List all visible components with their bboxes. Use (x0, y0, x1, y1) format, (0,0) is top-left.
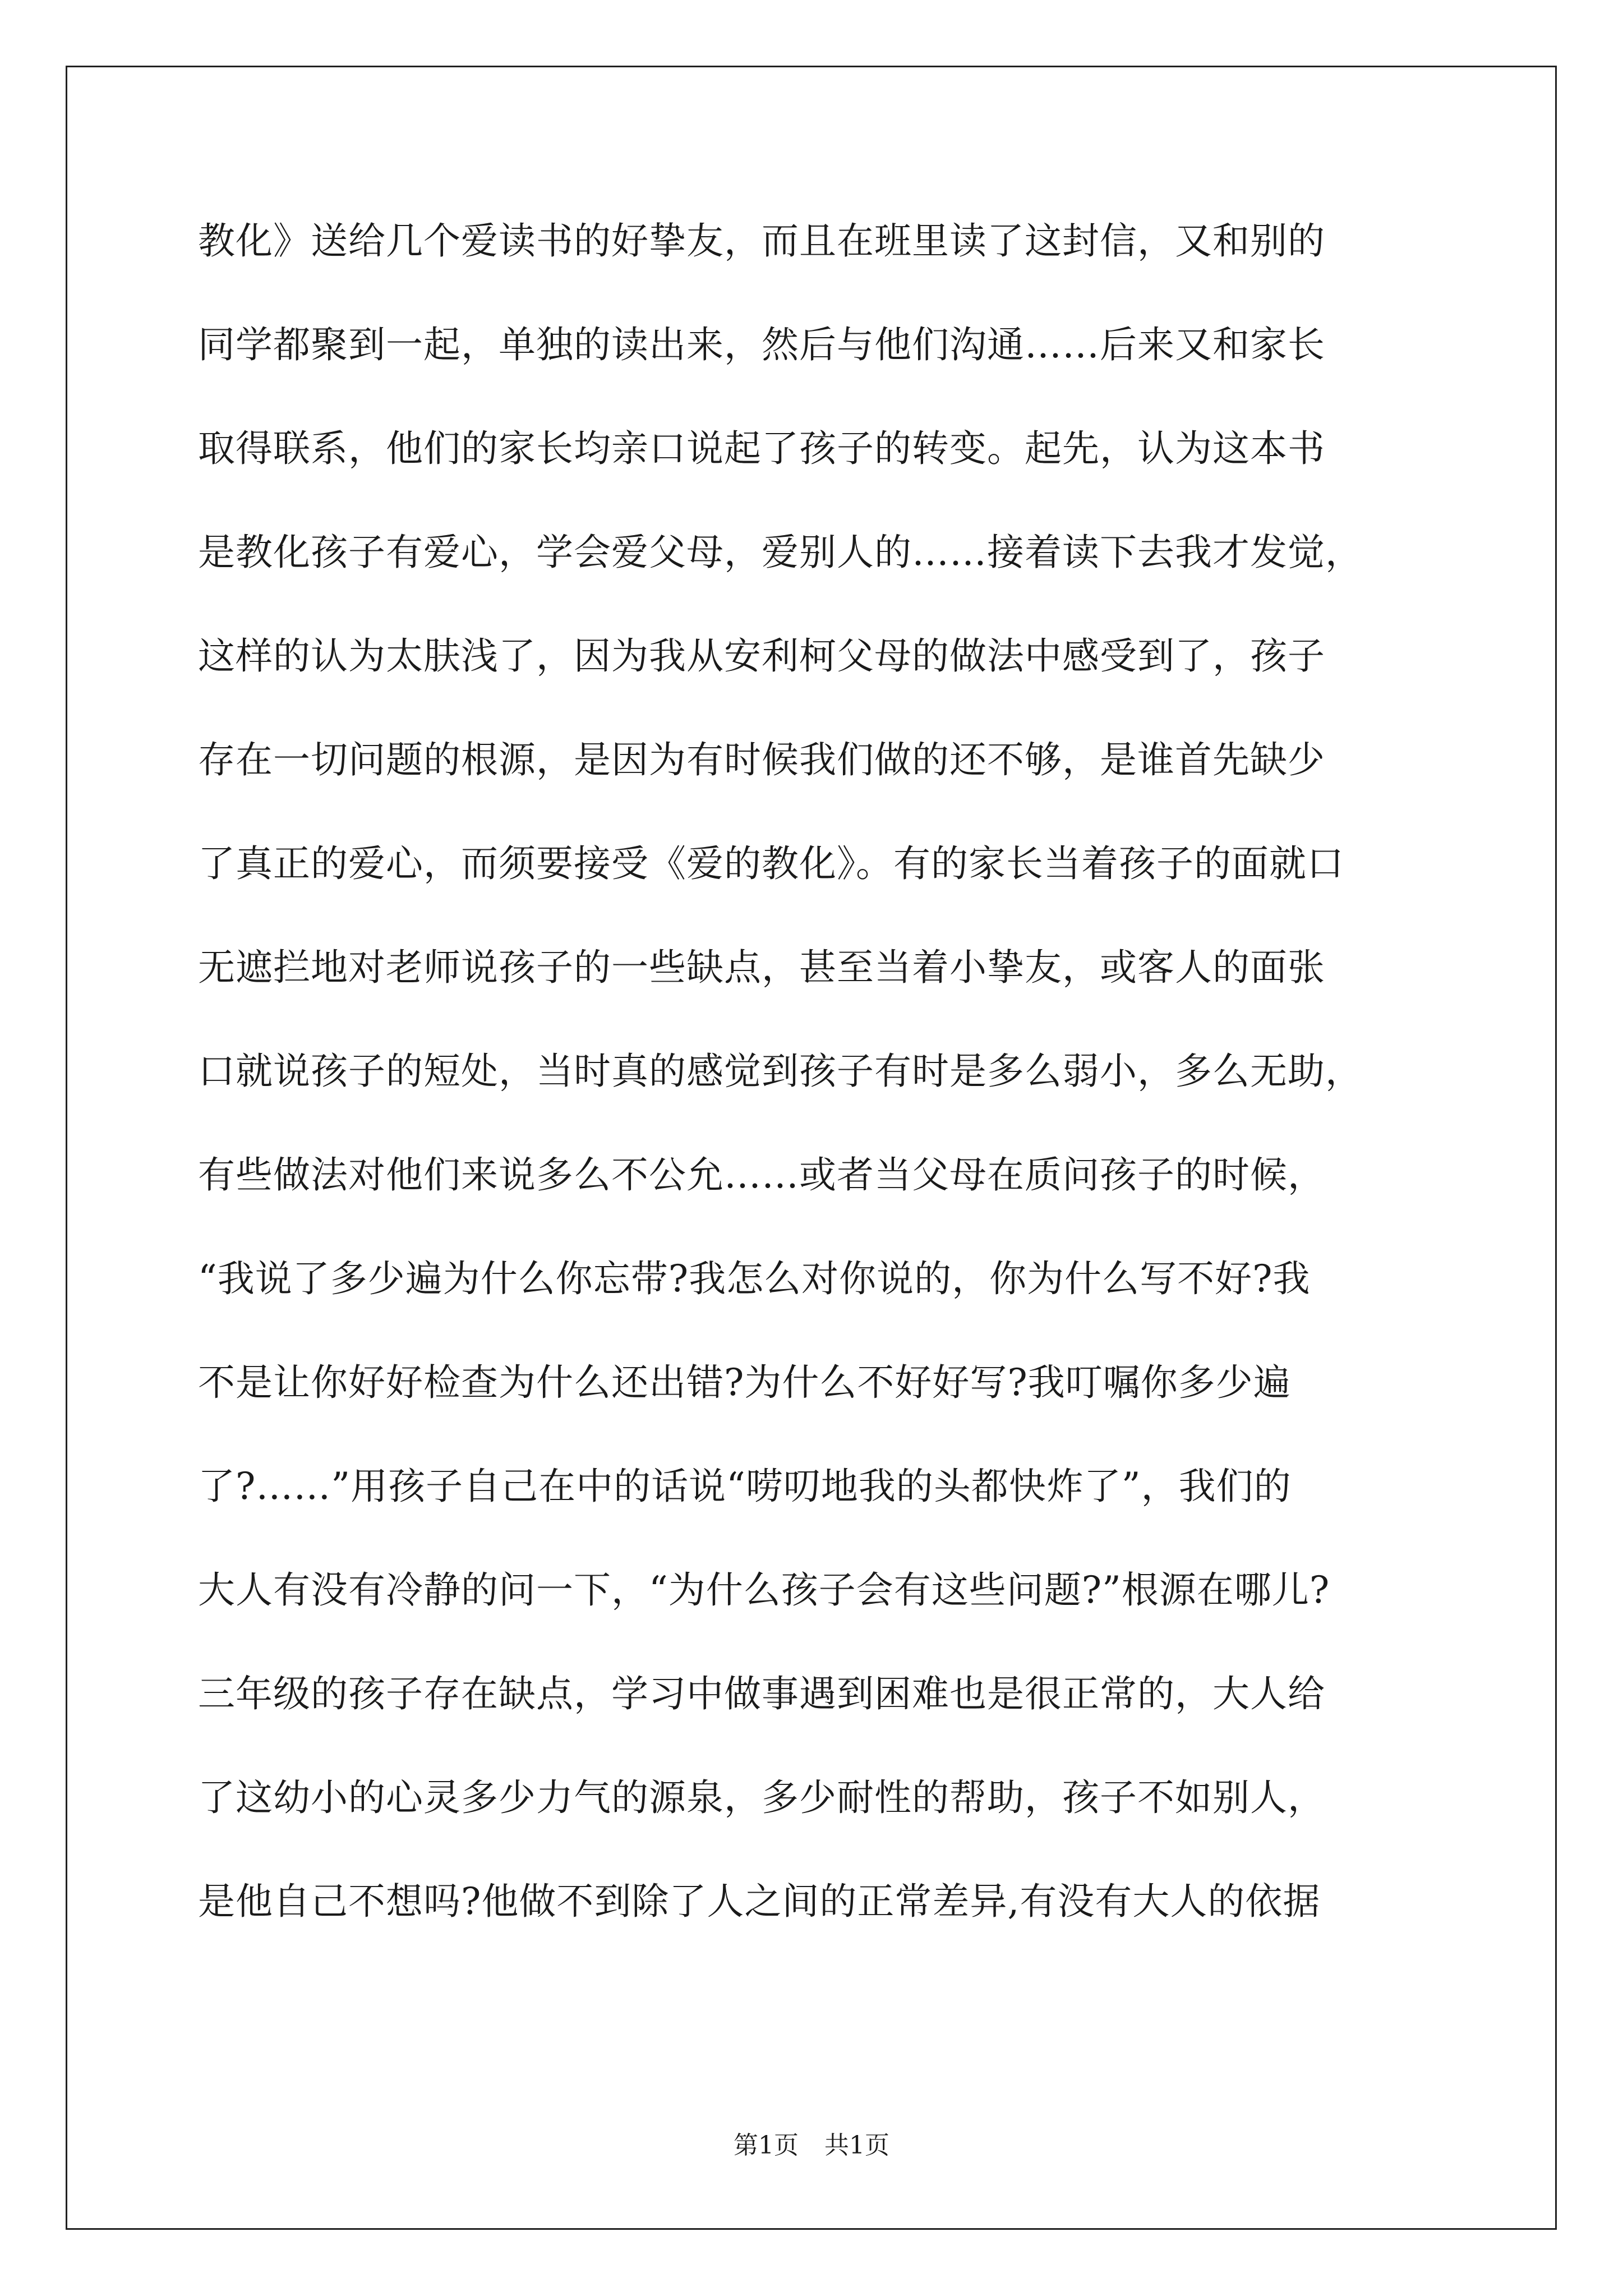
text-line: 了真正的爱心，而须要接受《爱的教化》。有的家长当着孩子的面就口 (198, 842, 1344, 885)
text-line: 是教化孩子有爱心，学会爱父母，爱别人的……接着读下去我才发觉， (198, 531, 1363, 574)
text-line: “我说了多少遍为什么你忘带?我怎么对你说的，你为什么写不好?我 (198, 1257, 1311, 1300)
page-footer (0, 2129, 1623, 2162)
text-line: 取得联系，他们的家长均亲口说起了孩子的转变。起先，认为这本书 (198, 427, 1325, 470)
text-line: 无遮拦地对老师说孩子的一些缺点，甚至当着小挚友，或客人的面张 (198, 946, 1325, 989)
text-line: 教化》送给几个爱读书的好挚友，而且在班里读了这封信，又和别的 (198, 219, 1325, 263)
page-number: 第1页 (734, 2131, 799, 2160)
document-body (198, 210, 1449, 1975)
text-line: 大人有没有冷静的问一下，“为什么孩子会有这些问题?”根源在哪儿? (198, 1568, 1330, 1612)
text-line: 了?……”用孩子自己在中的话说“唠叨地我的头都快炸了”，我们的 (198, 1465, 1292, 1508)
text-line: 了这幼小的心灵多少力气的源泉，多少耐性的帮助，孩子不如别人， (198, 1776, 1325, 1819)
text-line: 存在一切问题的根源，是因为有时候我们做的还不够，是谁首先缺少 (198, 738, 1325, 781)
text-line: 不是让你好好检查为什么还出错?为什么不好好写?我叮嘱你多少遍 (198, 1361, 1291, 1404)
text-line: 口就说孩子的短处，当时真的感觉到孩子有时是多么弱小，多么无助， (198, 1050, 1363, 1093)
text-line: 有些做法对他们来说多么不公允……或者当父母在质问孩子的时候， (198, 1153, 1325, 1197)
text-line: 是他自己不想吗?他做不到除了人之间的正常差异,有没有大人的依据 (198, 1880, 1321, 1923)
page-total: 共1页 (824, 2131, 889, 2160)
text-line: 这样的认为太肤浅了，因为我从安利柯父母的做法中感受到了，孩子 (198, 634, 1325, 678)
text-line: 同学都聚到一起，单独的读出来，然后与他们沟通……后来又和家长 (198, 323, 1325, 366)
text-line: 三年级的孩子存在缺点，学习中做事遇到困难也是很正常的，大人给 (198, 1672, 1325, 1715)
